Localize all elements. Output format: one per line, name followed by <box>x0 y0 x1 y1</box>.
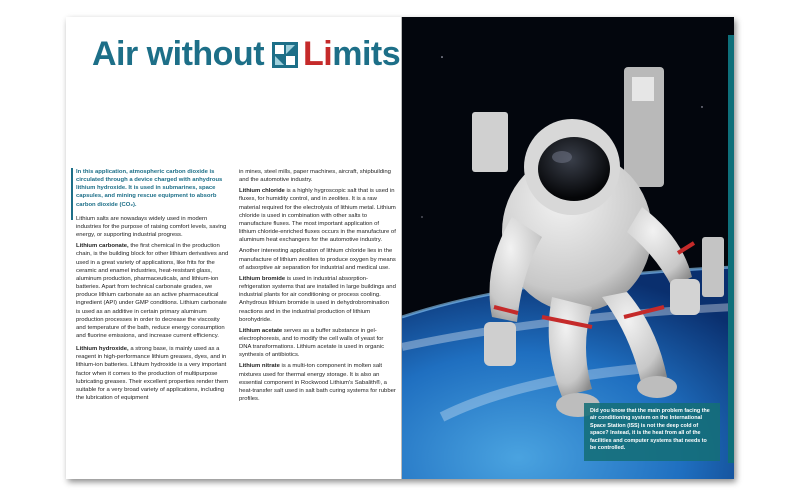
title-part3: mits <box>332 35 401 73</box>
lead-paragraph: In this application, atmospheric carbon dioxide is circulated through a device charged with anhydrous lithium hydroxide. It is used in submarines, space capsules, and mining rescue equipment to absorb carbon dioxide (CO₂). <box>76 169 223 208</box>
magazine-spread <box>66 17 734 479</box>
paragraph: Lithium carbonate, the first chemical in the production chain, is the building block for other lithium derivatives and used in a great variety of applications, like frits for the ceramic and enamel industries, heat-resistant glass, aluminum production, pharmaceuticals, and lithium-ion batteries. Apart from technical carbonate grades, we produce lithium carbonate as an active pharmaceutical ingredient (API) under GMP conditions. Lithium carbonate is used as an additive in certain primary aluminum production processes in order to decrease the viscosity and temperature of the bath, reduce energy consumption and fluorine emissions, and increase current efficiency. <box>76 243 229 339</box>
text-column-1 <box>71 168 231 405</box>
paragraph: in mines, steel mills, paper machines, aircraft, shipbuilding and the automotive industry. <box>239 169 391 184</box>
right-page-photo <box>402 17 734 479</box>
paragraph: Lithium salts are nowadays widely used in modern industries for the purpose of raising comfort levels, saving energy, or supporting industrial progress. <box>76 215 227 239</box>
paragraph: Lithium nitrate is a multi-ton component in molten salt mixtures used for thermal energy storage. It is also an essential component in Rockwood Lithium's Sabalith®, a heat-transfer salt used in salt bath curing systems for rubber profiles. <box>239 363 396 403</box>
paragraph: Lithium bromide is used in industrial absorption-refrigeration systems that are installed in large buildings and industrial plants for air conditioning or process cooling. Anhydrous lithium bromide is used in dehydrobromination reactions and in the industrial production of lithium borohydride. <box>239 275 396 323</box>
left-page <box>66 17 402 479</box>
paragraph: Lithium chloride is a highly hygroscopic salt that is used in fluxes, for humidity control, and in zeolites. It is a raw material required for the electrolysis of lithium metal. Lithium chloride is used in combination with other salts to manufacture fluxes. The most important application of lithium chloride-enriched fluxes occurs in the manufacture of aluminum heat exchangers for the automotive industry. <box>239 188 396 244</box>
page-title <box>92 35 400 74</box>
info-caption-box: Did you know that the main problem facing the air conditioning system on the International Space Station (ISS) is not the deep cold of space? Instead, it is the heat from all of the facilities and computer systems that needs to be controlled. <box>584 403 720 461</box>
title-part1: Air without <box>92 35 265 73</box>
lead-accent-bar <box>71 168 73 220</box>
text-column-2 <box>239 168 397 406</box>
paragraph: Lithium acetate serves as a buffer substance in gel-electrophoresis, and to modify the cell walls of yeast for DNA transformations. Lithium acetate is used in organic synthesis of antibiotics. <box>239 327 385 359</box>
title-part2: Li <box>303 35 333 73</box>
paragraph: Another interesting application of lithium chloride lies in the manufacture of lithium zeolites to produce oxygen by means of adsorptive air separation for industrial and medical use. <box>239 248 396 271</box>
brand-logo-icon <box>272 42 298 68</box>
paragraph: Lithium hydroxide, a strong base, is mainly used as a reagent in high-performance lithium greases, dyes, and in lithium-ion batteries. Lithium hydroxide is a very important factor when it comes to the production of multipurpose lubricating greases. Their excellent properties render them suitable for a very broad variety of applications, including the lubrication of equipment <box>76 346 229 402</box>
teal-edge-bar <box>728 35 734 463</box>
